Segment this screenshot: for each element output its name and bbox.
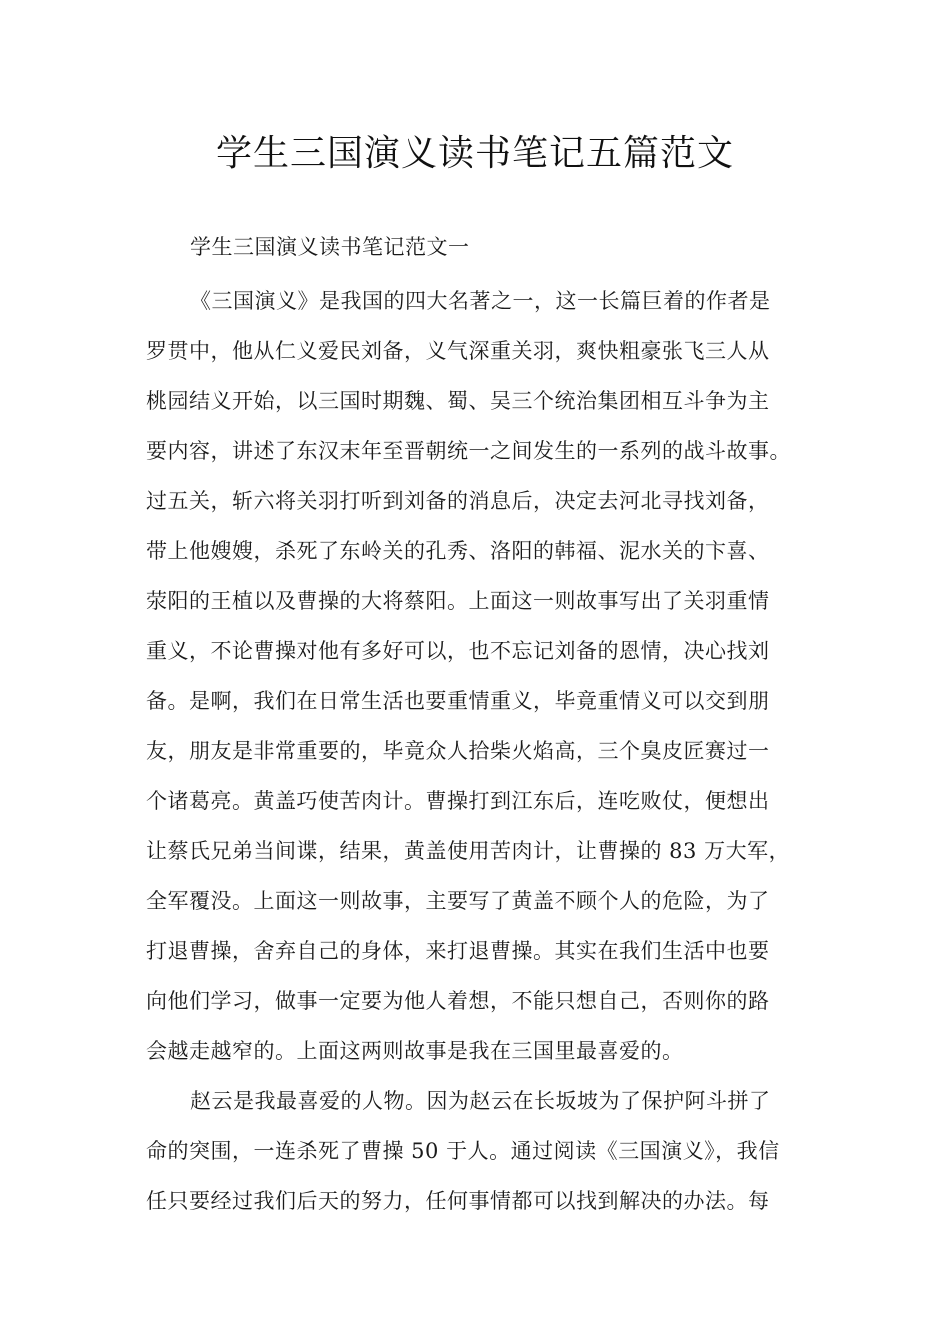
- paragraph-line: 《三国演义》是我国的四大名著之一，这一长篇巨着的作者是: [190, 289, 771, 313]
- paragraph-line: 全军覆没。上面这一则故事，主要写了黄盖不顾个人的危险，为了: [146, 889, 770, 913]
- paragraph-line: 荥阳的王植以及曹操的大将蔡阳。上面这一则故事写出了关羽重情: [146, 589, 770, 613]
- paragraph-line: 桃园结义开始，以三国时期魏、蜀、吴三个统治集团相互斗争为主: [146, 389, 770, 413]
- paragraph-line: 让蔡氏兄弟当间谍，结果，黄盖使用苦肉计，让曹操的 83 万大军，: [146, 839, 791, 863]
- paragraph-line: 任只要经过我们后天的努力，任何事情都可以找到解决的办法。每: [146, 1189, 770, 1213]
- section-heading: 学生三国演义读书笔记范文一: [190, 235, 470, 259]
- paragraph-line: 带上他嫂嫂，杀死了东岭关的孔秀、洛阳的韩福、泥水关的卞喜、: [146, 539, 770, 563]
- paragraph-line: 重义，不论曹操对他有多好可以，也不忘记刘备的恩情，决心找刘: [146, 639, 770, 663]
- paragraph-line: 备。是啊，我们在日常生活也要重情重义，毕竟重情义可以交到朋: [146, 689, 770, 713]
- paragraph-line: 罗贯中，他从仁义爱民刘备，义气深重关羽，爽快粗豪张飞三人从: [146, 339, 770, 363]
- paragraph-line: 个诸葛亮。黄盖巧使苦肉计。曹操打到江东后，连吃败仗，便想出: [146, 789, 770, 813]
- paragraph-line: 向他们学习，做事一定要为他人着想，不能只想自己，否则你的路: [146, 989, 770, 1013]
- paragraph-line: 赵云是我最喜爱的人物。因为赵云在长坂坡为了保护阿斗拼了: [190, 1089, 771, 1113]
- paragraph-line: 要内容，讲述了东汉末年至晋朝统一之间发生的一系列的战斗故事。: [146, 439, 791, 463]
- paragraph-line: 会越走越窄的。上面这两则故事是我在三国里最喜爱的。: [146, 1039, 684, 1063]
- paragraph-line: 过五关，斩六将关羽打听到刘备的消息后，决定去河北寻找刘备，: [146, 489, 770, 513]
- paragraph-line: 友，朋友是非常重要的，毕竟众人拾柴火焰高，三个臭皮匠赛过一: [146, 739, 770, 763]
- paragraph-line: 命的突围，一连杀死了曹操 50 于人。通过阅读《三国演义》，我信: [146, 1139, 780, 1163]
- paragraph-line: 打退曹操，舍弃自己的身体，来打退曹操。其实在我们生活中也要: [146, 939, 770, 963]
- document-title: 学生三国演义读书笔记五篇范文: [215, 133, 734, 174]
